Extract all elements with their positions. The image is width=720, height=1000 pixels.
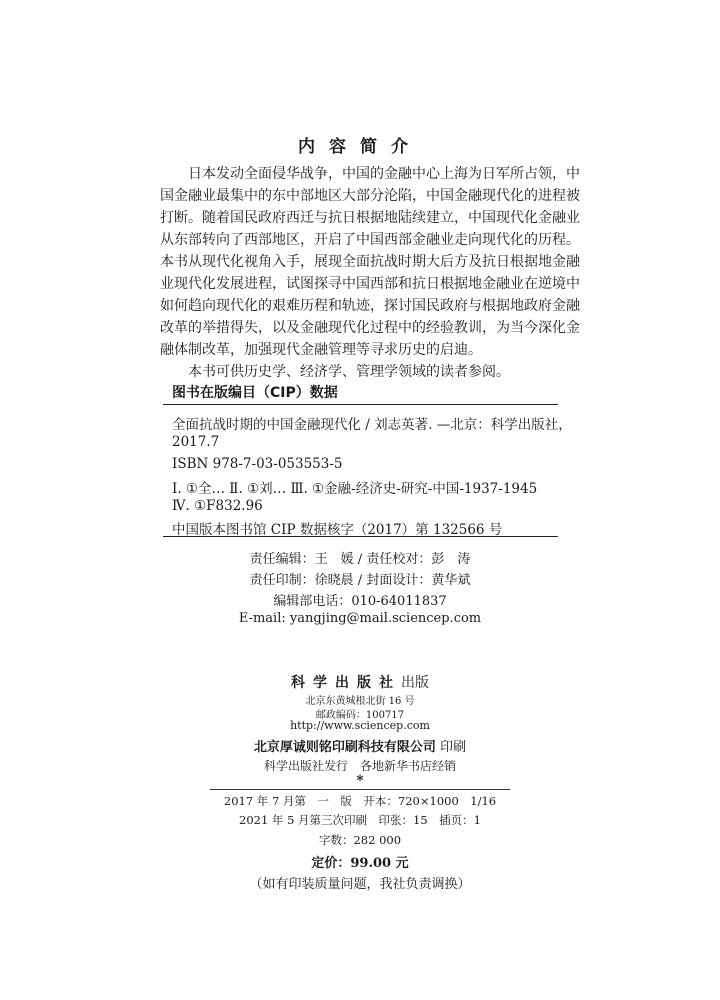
cip-bottom-rule xyxy=(163,536,558,537)
printer-line xyxy=(0,736,720,755)
quality-notice: （如有印装质量问题，我社负责调换） xyxy=(249,877,471,892)
printer-name: 北京厚诚则铭印刷科技有限公司 xyxy=(253,740,436,755)
publisher-postcode: 邮政编码：100717 xyxy=(315,710,405,721)
separator-rule xyxy=(210,789,510,790)
publisher-url: http://www.sciencep.com xyxy=(290,719,430,732)
cip-number: 中国版本图书馆 CIP 数据核字（2017）第 132566 号 xyxy=(172,522,503,538)
cip-top-rule xyxy=(163,404,558,405)
credits-editors: 责任编辑：王 媛 / 责任校对：彭 涛 xyxy=(249,552,471,567)
cip-classification: Ⅰ. ①全… Ⅱ. ①刘… Ⅲ. ①金融-经济史-研究-中国-1937-1945 xyxy=(172,481,538,497)
cip-title-line: 全面抗战时期的中国金融现代化 / 刘志英著. —北京：科学出版社， xyxy=(172,417,572,433)
distribution: 科学出版社发行 各地新华书店经销 xyxy=(263,759,456,773)
intro-paragraph: 日本发动全面侵华战争，中国的金融中心上海为日军所占领，中国金融业最集中的东中部地区大部分沦陷，中国金融现代化的进程被打断。随着国民政府西迁与抗日根据地陆续建立，中国现代化金融业从东部转向了西部地区，开启了中国西部金融业走向现代化的历程。本书从现代化视角入手，展现全面抗战时期大后方及抗日根据地金融业现代化发展进程，试图探寻中国西部和抗日根据地金融业在逆境中如何趋向现代化的艰难历程和轨迹，探讨国民政府与根据地政府金融改革的举措得失，以及金融现代化过程中的经验教训，为当今深化金融体制改革，加强现代金融管理等寻求历史的启迪。 xyxy=(160,166,580,358)
publisher-address: 北京东黄城根北街 16 号 xyxy=(305,696,415,707)
cip-isbn: ISBN 978-7-03-053553-5 xyxy=(172,456,343,472)
price: 定价：99.00 元 xyxy=(311,856,409,871)
credits-printing: 责任印制：徐晓晨 / 封面设计：黄华斌 xyxy=(249,573,471,588)
printer-suffix: 印刷 xyxy=(440,740,467,755)
publisher-name: 科学出版社 xyxy=(291,675,401,691)
printing-info: 2021 年 5 月第三次印刷 印张：15 插页：1 xyxy=(239,813,481,827)
edition-info: 2017 年 7 月第 一 版 开本：720×1000 1/16 xyxy=(223,794,497,808)
cip-classification-2: Ⅳ. ①F832.96 xyxy=(172,498,263,514)
credits-email: E-mail: yangjing@mail.sciencep.com xyxy=(238,611,482,626)
publisher-line xyxy=(0,672,720,692)
cip-date-line: 2017.7 xyxy=(172,434,220,450)
separator-star: * xyxy=(356,773,364,789)
credits-phone: 编辑部电话：010-64011837 xyxy=(273,594,447,609)
intro-paragraph: 本书可供历史学、经济学、管理学领域的读者参阅。 xyxy=(188,364,510,380)
section-title: 内容简介 xyxy=(298,137,422,157)
cip-header: 图书在版编目（CIP）数据 xyxy=(172,385,338,401)
intro-text xyxy=(160,163,580,383)
word-count: 字数：282 000 xyxy=(318,833,402,847)
publisher-suffix: 出版 xyxy=(401,675,429,691)
